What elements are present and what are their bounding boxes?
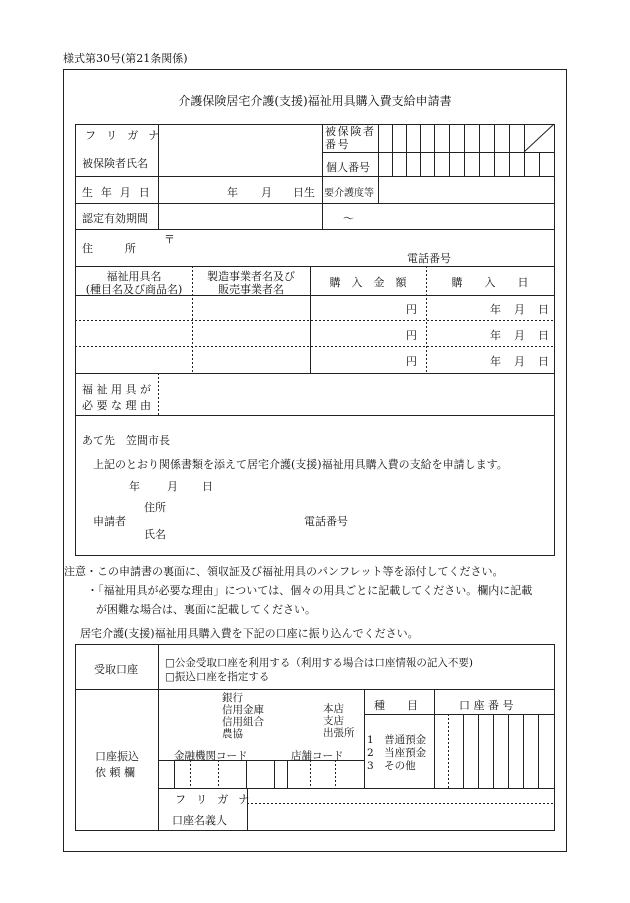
valid-period-label: 認定有効期間 bbox=[82, 212, 148, 225]
year-unit: 年 bbox=[490, 303, 501, 316]
birth-month: 月 bbox=[261, 186, 272, 199]
decl-day: 日 bbox=[202, 480, 213, 493]
personal-number-label: 個人番号 bbox=[326, 161, 370, 174]
birthdate-label: 生 年 月 日 bbox=[82, 186, 152, 199]
applicant-name-label: 氏名 bbox=[144, 528, 166, 541]
institution-type-shinkin: 信用金庫 bbox=[222, 704, 264, 716]
note-3: が困難な場合は、裏面に記載してください。 bbox=[96, 603, 316, 616]
transfer-request-label-1: 口座振込 bbox=[95, 750, 139, 763]
holder-furigana-field[interactable] bbox=[249, 790, 553, 803]
account-kind-label: 種 目 bbox=[374, 699, 418, 712]
period-tilde: 〜 bbox=[343, 212, 354, 225]
applicant-phone-label: 電話番号 bbox=[304, 515, 348, 528]
care-level-label: 要介護度等 bbox=[324, 188, 374, 199]
maker-header: 製造事業者名及び bbox=[207, 270, 295, 283]
insured-number-label: 被保険者番号 bbox=[325, 125, 376, 151]
institution-type-nokyo: 農協 bbox=[222, 728, 243, 740]
furigana-label: フ リ ガ ナ bbox=[85, 129, 163, 142]
postal-mark: 〒 bbox=[164, 233, 175, 246]
amount-header: 購 入 金 額 bbox=[329, 276, 407, 289]
institution-type-shinkumi: 信用組合 bbox=[222, 716, 264, 728]
month-unit: 月 bbox=[514, 355, 525, 368]
month-unit: 月 bbox=[514, 303, 525, 316]
insured-name-field[interactable] bbox=[160, 140, 320, 175]
holder-furigana-label: フ リ ガ ナ bbox=[175, 793, 253, 806]
address-phone-label: 電話番号 bbox=[407, 252, 451, 265]
maker-subheader: 販売事業者名 bbox=[218, 283, 284, 296]
account-holder-label: 口座名義人 bbox=[172, 814, 227, 827]
item-name-header: 福祉用具名 bbox=[106, 270, 162, 283]
transfer-instruction: 居宅介護(支援)福祉用具購入費を下記の口座に振り込んでください。 bbox=[80, 627, 419, 640]
yen-unit: 円 bbox=[406, 329, 417, 342]
reason-field[interactable] bbox=[160, 375, 553, 414]
day-unit: 日 bbox=[538, 303, 549, 316]
month-unit: 月 bbox=[514, 329, 525, 342]
transfer-account-option[interactable]: □振込口座を指定する bbox=[165, 671, 270, 683]
date-header: 購 入 日 bbox=[451, 276, 529, 289]
addressee: あて先 笠間市長 bbox=[82, 434, 170, 447]
declaration-text: 上記のとおり関係書類を添えて居宅介護(支援)福祉用具購入費の支給を申請します。 bbox=[93, 458, 508, 471]
account-holder-field[interactable] bbox=[249, 805, 553, 829]
kind-other[interactable]: 3 その他 bbox=[367, 760, 416, 772]
item-name-subheader: (種目名及び商品名) bbox=[85, 283, 183, 296]
year-unit: 年 bbox=[490, 329, 501, 342]
insured-name-label: 被保険者氏名 bbox=[82, 157, 148, 170]
branch-type-sub: 出張所 bbox=[323, 727, 355, 739]
day-unit: 日 bbox=[538, 329, 549, 342]
yen-unit: 円 bbox=[406, 355, 417, 368]
birth-year: 年 bbox=[227, 186, 238, 199]
branch-code-label: 店舗コード bbox=[291, 750, 344, 762]
receipt-account-label: 受取口座 bbox=[94, 663, 138, 676]
reason-label-line1: 福 祉 用 具 が bbox=[82, 383, 151, 396]
branch-type-branch: 支店 bbox=[323, 715, 344, 727]
form-title: 介護保険居宅介護(支援)福祉用具購入費支給申請書 bbox=[178, 94, 452, 108]
branch-type-main: 本店 bbox=[323, 703, 344, 715]
form-number: 様式第30号(第21条関係) bbox=[63, 52, 188, 65]
day-unit: 日 bbox=[538, 355, 549, 368]
decl-month: 月 bbox=[167, 480, 178, 493]
year-unit: 年 bbox=[490, 355, 501, 368]
applicant-label: 申請者 bbox=[93, 515, 126, 528]
address-label: 住 所 bbox=[82, 242, 140, 255]
birth-day: 日生 bbox=[293, 186, 315, 199]
note-2: ・「福祉用具が必要な理由」については、個々の用具ごとに記載してください。欄内に記載 bbox=[87, 584, 533, 597]
institution-code-label: 金融機関コード bbox=[174, 750, 248, 762]
public-account-option[interactable]: □公金受取口座を利用する（利用する場合は口座情報の記入不要) bbox=[165, 657, 474, 669]
kind-current[interactable]: 2 当座預金 bbox=[367, 747, 427, 759]
reason-label-line2: 必 要 な 理 由 bbox=[82, 399, 151, 412]
institution-type-bank: 銀行 bbox=[222, 692, 243, 704]
kind-ordinary[interactable]: 1 普通預金 bbox=[367, 734, 427, 746]
note-1: 注意・この申請書の裏面に、領収証及び福祉用具のパンフレット等を添付してください。 bbox=[64, 565, 504, 578]
applicant-address-label: 住所 bbox=[144, 501, 166, 514]
yen-unit: 円 bbox=[406, 303, 417, 316]
decl-year: 年 bbox=[129, 480, 140, 493]
account-number-label: 口 座 番 号 bbox=[459, 699, 514, 712]
transfer-request-label-2: 依 頼 欄 bbox=[95, 766, 135, 779]
furigana-field[interactable] bbox=[160, 125, 320, 139]
